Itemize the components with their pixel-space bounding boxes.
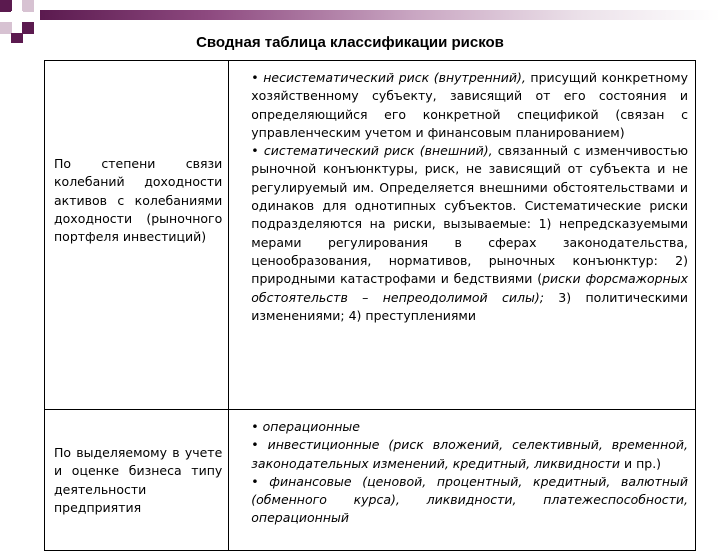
page-title: Сводная таблица классификации рисков xyxy=(196,34,504,51)
list-item: • финансовые (ценовой, процентный, кредитный, валютный (обменного курса), ликвидности, платежеспособности, операционный xyxy=(251,473,688,526)
criterion-cell xyxy=(45,61,229,410)
risk-description-tail: и пр.) xyxy=(620,455,662,471)
risk-name: операционные xyxy=(262,419,360,434)
description-cell xyxy=(229,410,696,551)
risk-name: инвестиционные (риск вложений, селективный, временной, законодательных изменений, кредитный, ликвидности xyxy=(251,437,688,471)
criterion-cell xyxy=(45,410,229,551)
list-item: • систематический риск (внешний), связанный с изменчивостью рыночной конъюнктуры, риск, не зависящий от субъекта и не регулируемый им. Определяется внешними обстоятельствами и одинаков для однотипных субъектов. Систематические риски подразделяются на риски, вызываемые: 1) непредсказуемыми мерами регулирования в сферах законодательства, ценообразования, нормативов, рыночных конъюнктур: 2) природными катастрофами и бедствиями (риски форсмажорных обстоятельств – непреодолимой силы); 3) политическими изменениями; 4) преступлениями xyxy=(251,143,689,323)
risk-description: связанный с изменчивостью рыночной конъюнктуры, риск, не зависящий от субъекта и не регулируемый им. Определяется внешними обстоятельствами и одинаков для однотипных субъектов. Систематические риски подразделяются на риски, вызываемые: 1) непредсказуемыми мерами регулирования в сферах законодательства, ценообразования, нормативов, рыночных конъюнктур: 2) природными катастрофами и бедствиями ( xyxy=(251,143,689,287)
description-cell xyxy=(229,61,696,410)
risk-description-tail: 3) политическими изменениями; 4) преступлениями xyxy=(251,289,688,323)
description-text xyxy=(229,61,695,333)
list-item: • операционные xyxy=(251,419,360,434)
criterion-text: По выделяемому в учете и оценке бизнеса типу деятельности предприятия xyxy=(54,445,223,515)
list-item: • несистематический риск (внутренний), присущий конкретному хозяйственному субъекту, зависящий от его состояния и определяющийся его конкретной спецификой (связан с управленческим учетом и финансовым планированием) xyxy=(251,70,688,140)
description-text xyxy=(229,410,695,528)
criterion-text: По степени связи колебаний доходности активов с колебаниями доходности (рыночного портфеля инвестиций) xyxy=(54,156,223,245)
risk-description: присущий конкретному хозяйственному субъекту, зависящий от его состояния и определяющийся его конкретной спецификой (связан с управленческим учетом и финансовым планированием) xyxy=(251,70,688,140)
risk-name: систематический риск (внешний), xyxy=(263,143,493,159)
table-row xyxy=(45,410,696,551)
risk-classification-table xyxy=(44,60,696,551)
gradient-band xyxy=(40,10,720,20)
list-item: • инвестиционные (риск вложений, селективный, временной, законодательных изменений, кредитный, ликвидности и пр.) xyxy=(251,437,688,471)
table-row xyxy=(45,61,696,410)
risk-subtype: риски форсмажорных обстоятельств – непреодолимой силы); xyxy=(251,271,688,305)
risk-name: финансовые (ценовой, процентный, кредитный, валютный (обменного курса), ликвидности, платежеспособности, операционный xyxy=(251,473,688,526)
risk-name: несистематический риск (внутренний), xyxy=(263,70,526,85)
header-decoration xyxy=(0,0,720,28)
